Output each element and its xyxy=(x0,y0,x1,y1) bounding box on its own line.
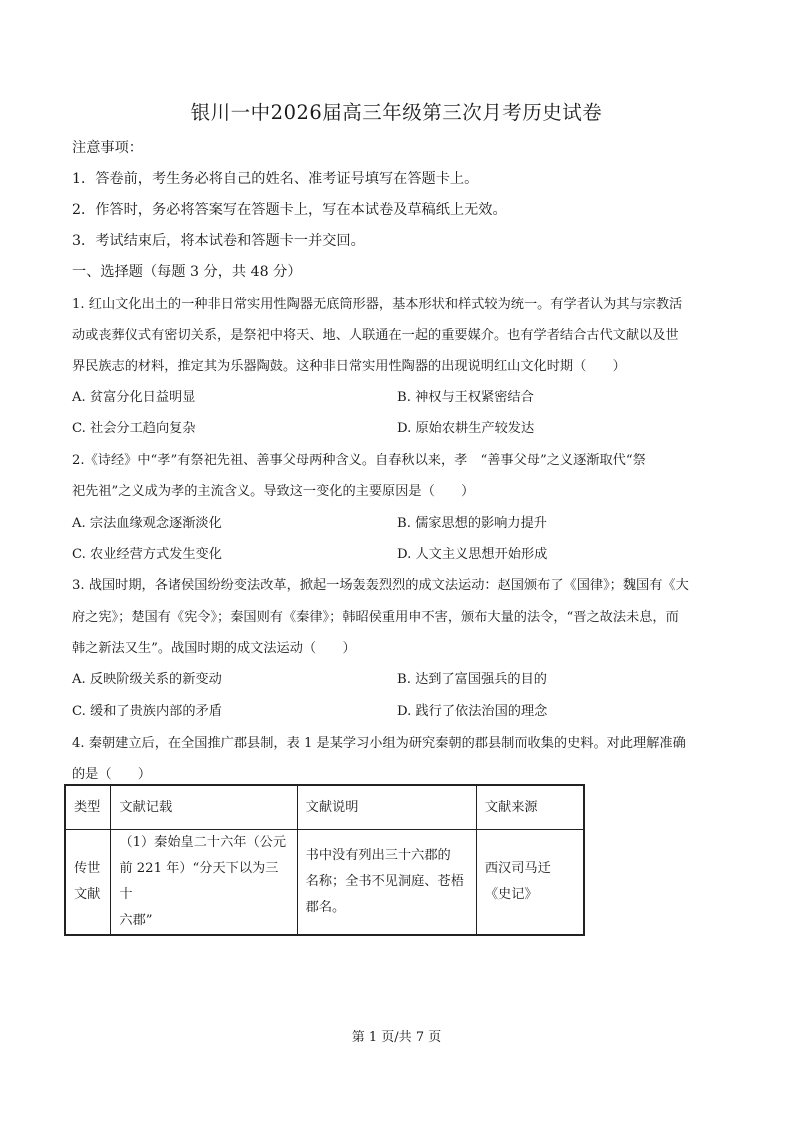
table-header-cell: 类型 xyxy=(65,785,111,830)
notice-item: 1．答卷前，考生务必将自己的姓名、准考证号填写在答题卡上。 xyxy=(72,171,479,187)
table-header-cell: 文献来源 xyxy=(476,785,584,830)
cell-line: 《史记》 xyxy=(484,887,538,902)
option-c: C. 农业经营方式发生变化 xyxy=(72,547,222,562)
table-header-row xyxy=(65,785,584,830)
notice-item: 2．作答时，务必将答案写在答题卡上，写在本试卷及草稿纸上无效。 xyxy=(72,202,507,218)
question-2-text: 祀先祖”之义成为孝的主流含义。导致这一变化的主要原因是（ ） xyxy=(72,484,475,499)
source-table xyxy=(64,784,585,936)
cell-line: 名称；全书不见洞庭、苍梧 xyxy=(305,874,464,889)
cell-line: 书中没有列出三十六郡的 xyxy=(305,848,451,863)
option-a: A. 宗法血缘观念逐渐淡化 xyxy=(72,516,222,531)
question-2-text: 2.《诗经》中“孝”有祭祀先祖、善事父母两种含义。自春秋以来，孝 “善事父母”之义逐渐取代“祭 xyxy=(72,453,646,468)
cell-line: （1）秦始皇二十六年（公元 xyxy=(119,835,287,850)
table-cell-record xyxy=(111,830,297,936)
notice-item: 3．考试结束后，将本试卷和答题卡一并交回。 xyxy=(72,233,365,249)
question-1-text: 界民族志的材料，推定其为乐器陶鼓。这种非日常实用性陶器的出现说明红山文化时期（ ） xyxy=(72,359,626,374)
section-heading: 一、选择题（每题 3 分，共 48 分） xyxy=(72,264,302,280)
option-a: A. 反映阶级关系的新变动 xyxy=(72,672,222,687)
option-b: B. 达到了富国强兵的目的 xyxy=(397,672,547,687)
table-row xyxy=(65,830,584,936)
question-3-text: 韩之新法又生”。战国时期的成文法运动（ ） xyxy=(72,641,356,656)
option-b: B. 儒家思想的影响力提升 xyxy=(397,516,547,531)
option-d: D. 人文主义思想开始形成 xyxy=(397,547,548,562)
cell-line: 六郡” xyxy=(119,913,153,928)
cell-line: 郡名。 xyxy=(305,900,346,915)
cell-line: 传世 xyxy=(74,861,101,876)
question-4-text: 4. 秦朝建立后，在全国推广郡县制，表 1 是某学习小组为研究秦朝的郡县制而收集的史料。对此理解准确 xyxy=(72,736,686,751)
page-footer: 第 1 页/共 7 页 xyxy=(351,1030,442,1045)
option-c: C. 社会分工趋向复杂 xyxy=(72,421,196,436)
table-header-cell: 文献说明 xyxy=(297,785,476,830)
option-a: A. 贫富分化日益明显 xyxy=(72,390,196,405)
table-cell-source xyxy=(476,830,584,936)
question-4-text: 的是（ ） xyxy=(72,767,152,782)
question-1-text: 1. 红山文化出土的一种非日常实用性陶器无底筒形器，基本形状和样式较为统一。有学者认为其与宗教活 xyxy=(72,297,683,312)
notice-heading: 注意事项： xyxy=(72,140,143,156)
option-d: D. 原始农耕生产较发达 xyxy=(397,421,535,436)
option-d: D. 践行了依法治国的理念 xyxy=(397,704,548,719)
option-b: B. 神权与王权紧密结合 xyxy=(397,390,534,405)
table-header-cell: 文献记载 xyxy=(111,785,297,830)
question-1-text: 动或丧葬仪式有密切关系，是祭祀中将天、地、人联通在一起的重要媒介。也有学者结合古代文献以及世 xyxy=(72,328,679,343)
cell-line: 西汉司马迁 xyxy=(484,861,551,876)
table-cell-note xyxy=(297,830,476,936)
cell-line: 前 221 年）“分天下以为三十 xyxy=(119,861,279,902)
option-c: C. 缓和了贵族内部的矛盾 xyxy=(72,704,222,719)
question-3-text: 府之宪》；楚国有《宪令》；秦国则有《秦律》；韩昭侯重用申不害，颁布大量的法令，“晋之故法未息，而 xyxy=(72,610,679,625)
cell-line: 文献 xyxy=(74,887,101,902)
question-3-text: 3. 战国时期，各诸侯国纷纷变法改革，掀起一场轰轰烈烈的成文法运动：赵国颁布了《国律》；魏国有《大 xyxy=(72,578,689,593)
exam-title: 银川一中2026届高三年级第三次月考历史试卷 xyxy=(190,101,603,124)
table-cell-type xyxy=(65,830,111,936)
